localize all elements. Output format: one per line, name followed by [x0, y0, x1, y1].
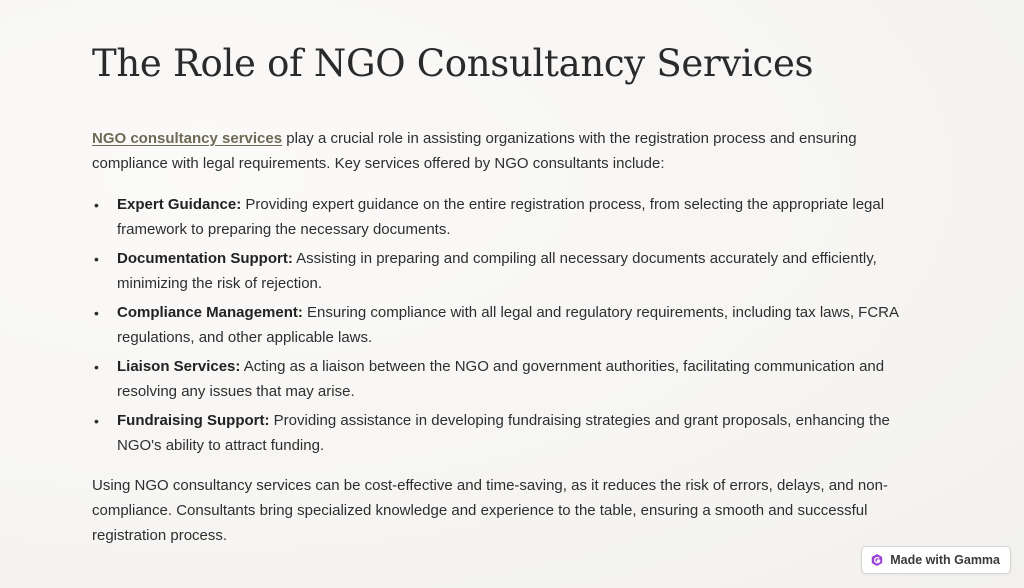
service-label: Expert Guidance: [117, 196, 242, 213]
bullet-icon: • [94, 197, 99, 213]
service-label: Fundraising Support: [117, 412, 270, 429]
list-item [92, 409, 932, 458]
list-item [92, 355, 932, 404]
service-label: Liaison Services: [117, 358, 241, 375]
service-text: Assisting in preparing and compiling all necessary documents accurately and efficiently, minimizing the risk of rejection. [117, 250, 877, 292]
list-item [92, 247, 932, 296]
list-item [92, 193, 932, 242]
outro-paragraph: Using NGO consultancy services can be cost-effective and time-saving, as it reduces the risk of errors, delays, and non-compliance. Consultants bring specialized knowledge and experience to the table, ensuring a smooth and successful registration process. [92, 477, 888, 544]
bullet-icon: • [94, 413, 99, 429]
badge-label: Made with Gamma [890, 553, 1000, 567]
list-item [92, 301, 932, 350]
service-text: Providing expert guidance on the entire registration process, from selecting the appropriate legal framework to preparing the necessary documents. [117, 196, 885, 238]
made-with-gamma-button[interactable] [861, 546, 1011, 574]
slide-content [92, 36, 932, 548]
page-title: The Role of NGO Consultancy Services [92, 42, 814, 85]
bullet-icon: • [94, 251, 99, 267]
service-text: Providing assistance in developing fundraising strategies and grant proposals, enhancing the NGO's ability to attract funding. [117, 412, 890, 454]
intro-text: play a crucial role in assisting organizations with the registration process and ensuring compliance with legal requirements. Key services offered by NGO consultants include: [92, 130, 857, 172]
service-text: Acting as a liaison between the NGO and government authorities, facilitating communication and resolving any issues that may arise. [117, 358, 885, 400]
bullet-icon: • [94, 359, 99, 375]
service-label: Documentation Support: [117, 250, 293, 267]
service-label: Compliance Management: [117, 304, 303, 321]
gamma-logo-icon [870, 553, 884, 567]
services-list [92, 193, 932, 458]
bullet-icon: • [94, 305, 99, 321]
ngo-consultancy-link[interactable]: NGO consultancy services [92, 130, 283, 147]
intro-paragraph [92, 126, 932, 176]
service-text: Ensuring compliance with all legal and regulatory requirements, including tax laws, FCRA regulations, and other applicable laws. [117, 304, 899, 346]
